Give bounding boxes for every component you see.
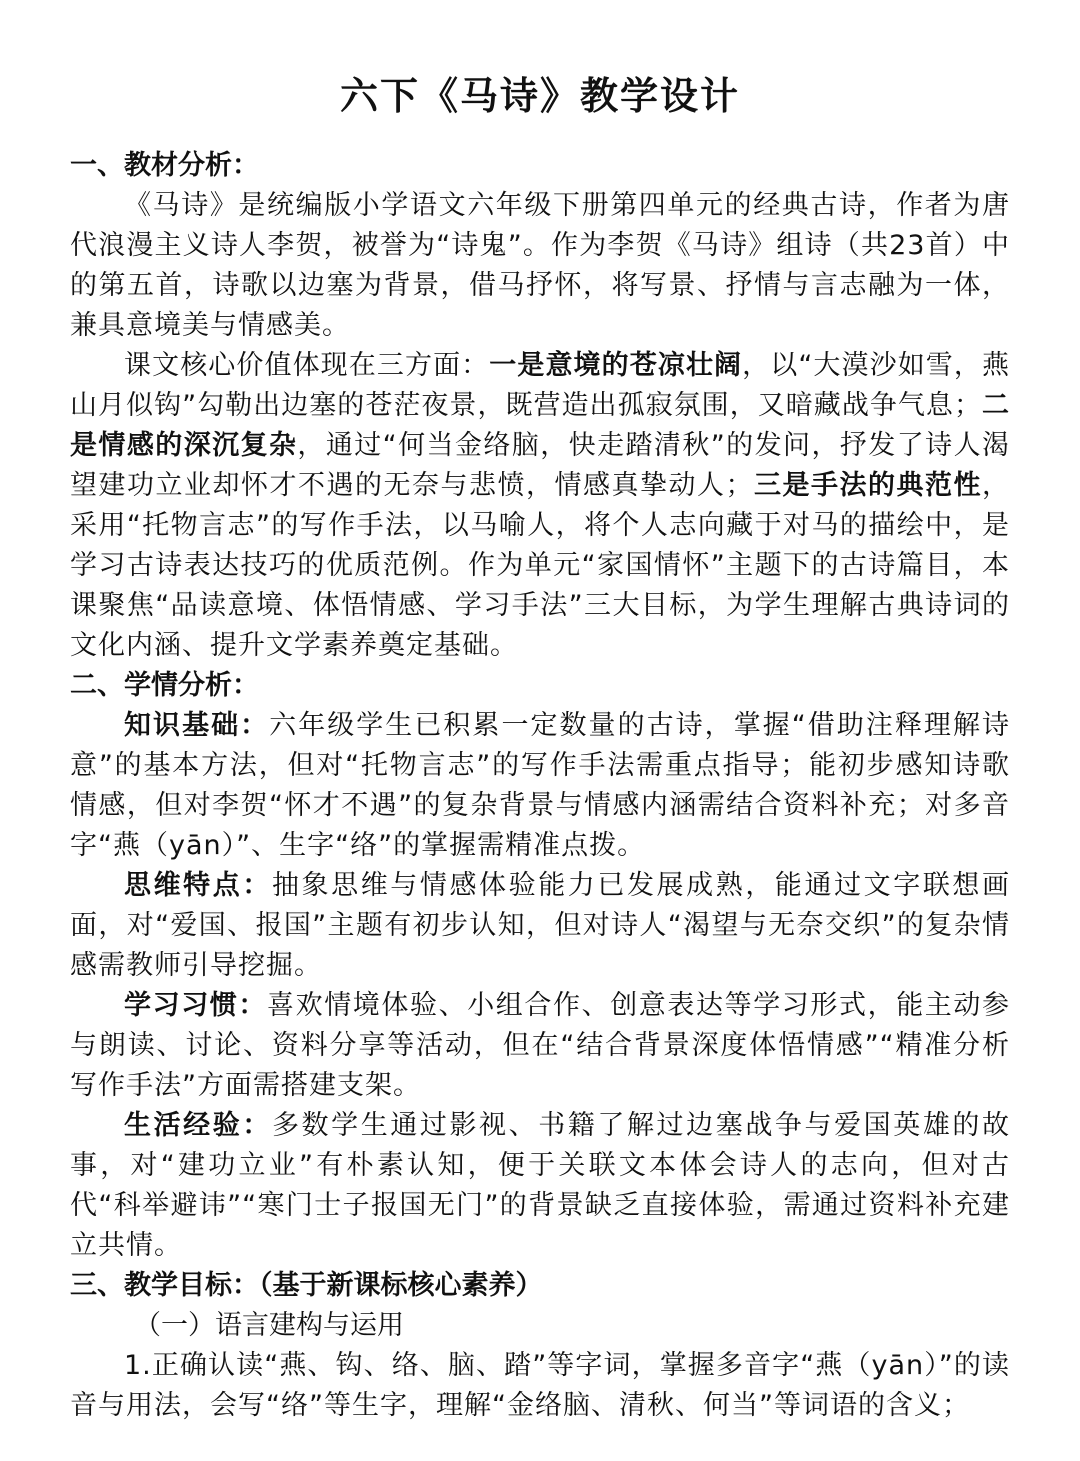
paragraph-knowledge-base — [70, 706, 1010, 866]
item-label: 生活经验： — [124, 1110, 272, 1141]
section-heading-teaching-goals: 三、教学目标：（基于新课标核心素养） — [70, 1270, 543, 1301]
paragraph-textbook-intro: 《马诗》是统编版小学语文六年级下册第四单元的经典古诗，作者为唐代浪漫主义诗人李贺，被誉为“诗鬼”。作为李贺《马诗》组诗（共23首）中的第五首，诗歌以边塞为背景，借马抒怀，将写景、抒情与言志融为一体，兼具意境美与情感美。 — [70, 190, 1010, 341]
paragraph-goal-item-1: 1.正确认读“燕、钩、络、脑、踏”等字词，掌握多音字“燕（yān）”的读音与用法，会写“络”等生字，理解“金络脑、清秋、何当”等词语的含义； — [70, 1350, 1010, 1421]
sub-heading-language: （一）语言建构与运用 — [134, 1310, 404, 1341]
item-label: 知识基础： — [124, 710, 270, 741]
paragraph-learning-habits — [70, 986, 1010, 1106]
item-label: 学习习惯： — [124, 990, 267, 1021]
section-heading-learner-analysis: 二、学情分析： — [70, 670, 259, 701]
core-value-point-2: 二是情感的深沉复杂 — [70, 390, 1010, 461]
core-value-point-1: 一是意境的苍凉壮阔 — [489, 350, 743, 381]
item-text: 六年级学生已积累一定数量的古诗，掌握“借助注释理解诗意”的基本方法，但对“托物言志”的写作手法需重点指导；能初步感知诗歌情感，但对李贺“怀才不遇”的复杂背景与情感内涵需结合资料补充；对多音字“燕（yān）”、生字“络”的掌握需精准点拨。 — [70, 710, 1010, 861]
item-text: 喜欢情境体验、小组合作、创意表达等学习形式，能主动参与朗读、讨论、资料分享等活动，但在“结合背景深度体悟情感”“精准分析写作手法”方面需搭建支架。 — [70, 990, 1010, 1101]
core-value-text-1: ，以“大漠沙如雪，燕山月似钩”勾勒出边塞的苍茫夜景，既营造出孤寂氛围，又暗藏战争气息； — [70, 350, 1010, 421]
item-label: 思维特点： — [124, 870, 272, 901]
item-text: 抽象思维与情感体验能力已发展成熟，能通过文字联想画面，对“爱国、报国”主题有初步认知，但对诗人“渴望与无奈交织”的复杂情感需教师引导挖掘。 — [70, 870, 1011, 981]
section-heading-textbook-analysis: 一、教材分析： — [70, 150, 259, 181]
item-text: 多数学生通过影视、书籍了解过边塞战争与爱国英雄的故事，对“建功立业”有朴素认知，便于关联文本体会诗人的志向，但对古代“科举避讳”“寒门士子报国无门”的背景缺乏直接体验，需通过资料补充建立共情。 — [70, 1110, 1011, 1261]
core-value-point-3: 三是手法的典范性 — [753, 470, 982, 501]
core-value-lead: 课文核心价值体现在三方面： — [124, 350, 490, 381]
core-value-text-3: ，采用“托物言志”的写作手法，以马喻人，将个人志向藏于对马的描绘中，是学习古诗表达技巧的优质范例。作为单元“家国情怀”主题下的古诗篇目，本课聚焦“品读意境、体悟情感、学习手法”三大目标，为学生理解古典诗词的文化内涵、提升文学素养奠定基础。 — [70, 470, 1010, 661]
paragraph-core-value — [70, 346, 1010, 666]
paragraph-life-experience — [70, 1106, 1010, 1266]
paragraph-thinking-traits — [70, 866, 1010, 986]
core-value-text-2: ，通过“何当金络脑，快走踏清秋”的发问，抒发了诗人渴望建功立业却怀才不遇的无奈与悲愤，情感真挚动人； — [70, 430, 1010, 501]
document-title: 六下《马诗》教学设计 — [339, 74, 740, 118]
